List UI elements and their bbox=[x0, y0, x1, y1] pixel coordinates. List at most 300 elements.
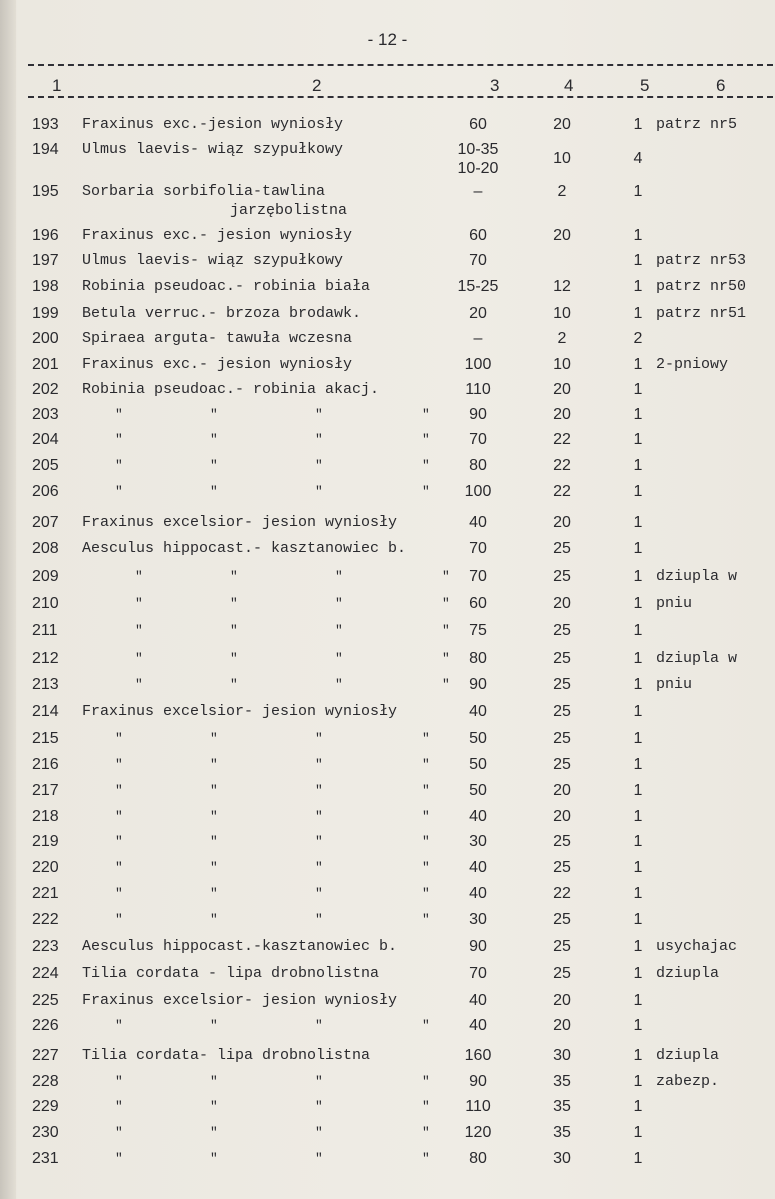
row-number: 224 bbox=[32, 965, 59, 982]
ditto-mark: " bbox=[210, 783, 218, 798]
circumference-value: 40 bbox=[469, 1017, 487, 1034]
ditto-mark: " bbox=[210, 860, 218, 875]
ditto-mark: " bbox=[210, 912, 218, 927]
row-number: 205 bbox=[32, 457, 59, 474]
ditto-mark: " bbox=[315, 886, 323, 901]
count-value: 1 bbox=[633, 381, 643, 398]
ditto-mark: " bbox=[315, 912, 323, 927]
ditto-mark: " bbox=[210, 1125, 218, 1140]
table-row bbox=[0, 227, 775, 253]
count-value: 1 bbox=[633, 938, 643, 955]
height-value: 10 bbox=[553, 356, 571, 373]
count-value: 1 bbox=[633, 483, 643, 500]
count-value: 1 bbox=[633, 911, 643, 928]
circumference-value: 40 bbox=[469, 808, 487, 825]
height-value: 20 bbox=[553, 595, 571, 612]
height-value: 22 bbox=[553, 483, 571, 500]
height-value: 25 bbox=[553, 756, 571, 773]
count-value: 1 bbox=[633, 568, 643, 585]
count-value: 1 bbox=[633, 227, 643, 244]
row-number: 198 bbox=[32, 278, 59, 295]
remarks-value: dziupla w bbox=[656, 650, 738, 667]
height-value: 20 bbox=[553, 381, 571, 398]
ditto-mark: " bbox=[315, 731, 323, 746]
circumference-value: 70 bbox=[469, 540, 487, 557]
count-value: 1 bbox=[633, 885, 643, 902]
ditto-mark: " bbox=[315, 809, 323, 824]
ditto-mark: " bbox=[315, 1018, 323, 1033]
ditto-mark: " bbox=[115, 484, 123, 499]
height-value: 30 bbox=[553, 1150, 571, 1167]
column-header-6: 6 bbox=[716, 76, 726, 95]
ditto-mark: " bbox=[115, 912, 123, 927]
count-value: 1 bbox=[633, 676, 643, 693]
ditto-mark: " bbox=[422, 886, 430, 901]
count-value: 1 bbox=[633, 1047, 643, 1064]
table-row bbox=[0, 305, 775, 331]
height-value: 25 bbox=[553, 730, 571, 747]
ditto-mark: " bbox=[115, 757, 123, 772]
ditto-mark: " bbox=[315, 432, 323, 447]
ditto-mark: " bbox=[442, 623, 450, 638]
remarks-value: patrz nr51 bbox=[656, 305, 747, 322]
ditto-mark: " bbox=[210, 1151, 218, 1166]
count-value: 1 bbox=[633, 431, 643, 448]
ditto-mark: " bbox=[135, 651, 143, 666]
table-row bbox=[0, 833, 775, 859]
height-value: 10 bbox=[553, 150, 571, 167]
ditto-mark: " bbox=[210, 757, 218, 772]
count-value: 1 bbox=[633, 457, 643, 474]
remarks-value: dziupla bbox=[656, 1047, 720, 1064]
table-row bbox=[0, 1098, 775, 1124]
ditto-mark: " bbox=[115, 809, 123, 824]
circumference-value: – bbox=[473, 330, 483, 347]
count-value: 1 bbox=[633, 703, 643, 720]
species-name: Fraxinus excelsior- jesion wyniosły bbox=[82, 514, 398, 531]
ditto-mark: " bbox=[210, 1099, 218, 1114]
row-number: 230 bbox=[32, 1124, 59, 1141]
height-value: 22 bbox=[553, 885, 571, 902]
height-value: 2 bbox=[557, 330, 567, 347]
circumference-value: 70 bbox=[469, 252, 487, 269]
row-number: 227 bbox=[32, 1047, 59, 1064]
species-name: Robinia pseudoac.- robinia akacj. bbox=[82, 381, 380, 398]
height-value: 2 bbox=[557, 183, 567, 200]
species-name: Fraxinus excelsior- jesion wyniosły bbox=[82, 703, 398, 720]
height-value: 25 bbox=[553, 676, 571, 693]
row-number: 217 bbox=[32, 782, 59, 799]
row-number: 226 bbox=[32, 1017, 59, 1034]
row-number: 197 bbox=[32, 252, 59, 269]
table-row bbox=[0, 911, 775, 937]
ditto-mark: " bbox=[315, 1074, 323, 1089]
count-value: 1 bbox=[633, 859, 643, 876]
species-name: Aesculus hippocast.- kasztanowiec b. bbox=[82, 540, 407, 557]
circumference-value: 75 bbox=[469, 622, 487, 639]
circumference-value: 70 bbox=[469, 965, 487, 982]
ditto-mark: " bbox=[315, 1151, 323, 1166]
row-number: 202 bbox=[32, 381, 59, 398]
ditto-mark: " bbox=[210, 886, 218, 901]
species-name: Spiraea arguta- tawuła wczesna bbox=[82, 330, 353, 347]
count-value: 1 bbox=[633, 1124, 643, 1141]
remarks-value: 2-pniowy bbox=[656, 356, 729, 373]
row-number: 229 bbox=[32, 1098, 59, 1115]
remarks-value: pniu bbox=[656, 595, 693, 612]
count-value: 1 bbox=[633, 782, 643, 799]
ditto-mark: " bbox=[315, 783, 323, 798]
ditto-mark: " bbox=[210, 432, 218, 447]
height-value: 35 bbox=[553, 1073, 571, 1090]
circumference-value: 50 bbox=[469, 782, 487, 799]
species-name: Tilia cordata - lipa drobnolistna bbox=[82, 965, 380, 982]
remarks-value: pniu bbox=[656, 676, 693, 693]
height-value: 25 bbox=[553, 938, 571, 955]
circumference-value: 40 bbox=[469, 514, 487, 531]
ditto-mark: " bbox=[115, 886, 123, 901]
ditto-mark: " bbox=[115, 458, 123, 473]
circumference-value: 160 bbox=[464, 1047, 492, 1064]
row-number: 218 bbox=[32, 808, 59, 825]
circumference-value: 50 bbox=[469, 730, 487, 747]
species-name: Fraxinus exc.- jesion wyniosły bbox=[82, 227, 353, 244]
ditto-mark: " bbox=[210, 407, 218, 422]
ditto-mark: " bbox=[422, 1099, 430, 1114]
ditto-mark: " bbox=[315, 757, 323, 772]
row-number: 221 bbox=[32, 885, 59, 902]
table-row bbox=[0, 992, 775, 1018]
ditto-mark: " bbox=[422, 484, 430, 499]
remarks-value: dziupla w bbox=[656, 568, 738, 585]
table-row bbox=[0, 540, 775, 566]
table-row bbox=[0, 483, 775, 509]
height-value: 25 bbox=[553, 650, 571, 667]
remarks-value: patrz nr53 bbox=[656, 252, 747, 269]
table-row bbox=[0, 356, 775, 382]
row-number: 199 bbox=[32, 305, 59, 322]
header-rule-bottom bbox=[28, 96, 773, 98]
ditto-mark: " bbox=[135, 596, 143, 611]
table-row bbox=[0, 885, 775, 911]
table-row bbox=[0, 431, 775, 457]
count-value: 1 bbox=[633, 305, 643, 322]
ditto-mark: " bbox=[115, 1018, 123, 1033]
ditto-mark: " bbox=[335, 677, 343, 692]
row-number: 216 bbox=[32, 756, 59, 773]
circumference-value: 110 bbox=[465, 381, 491, 398]
circumference-value: 70 bbox=[469, 431, 487, 448]
row-number: 213 bbox=[32, 676, 59, 693]
table-row bbox=[0, 1150, 775, 1176]
height-value: 20 bbox=[553, 227, 571, 244]
row-number: 207 bbox=[32, 514, 59, 531]
ditto-mark: " bbox=[115, 783, 123, 798]
height-value: 25 bbox=[553, 703, 571, 720]
table-row bbox=[0, 756, 775, 782]
count-value: 1 bbox=[633, 1073, 643, 1090]
ditto-mark: " bbox=[442, 677, 450, 692]
circumference-value: 80 bbox=[469, 650, 487, 667]
height-value: 35 bbox=[553, 1098, 571, 1115]
count-value: 1 bbox=[633, 595, 643, 612]
height-value: 20 bbox=[553, 1017, 571, 1034]
circumference-value: 90 bbox=[469, 1073, 487, 1090]
ditto-mark: " bbox=[422, 1125, 430, 1140]
row-number: 220 bbox=[32, 859, 59, 876]
row-number: 209 bbox=[32, 568, 59, 585]
column-header-4: 4 bbox=[564, 76, 574, 95]
ditto-mark: " bbox=[115, 407, 123, 422]
ditto-mark: " bbox=[210, 731, 218, 746]
ditto-mark: " bbox=[230, 569, 238, 584]
ditto-mark: " bbox=[335, 569, 343, 584]
height-value: 20 bbox=[553, 514, 571, 531]
count-value: 1 bbox=[633, 756, 643, 773]
table-row bbox=[0, 730, 775, 756]
height-value: 25 bbox=[553, 965, 571, 982]
count-value: 1 bbox=[633, 356, 643, 373]
table-row bbox=[0, 116, 775, 142]
circumference-value: 30 bbox=[469, 833, 487, 850]
ditto-mark: " bbox=[315, 860, 323, 875]
row-number: 222 bbox=[32, 911, 59, 928]
circumference-value: 70 bbox=[469, 568, 487, 585]
species-name: Fraxinus exc.- jesion wyniosły bbox=[82, 356, 353, 373]
row-number: 200 bbox=[32, 330, 59, 347]
circumference-value: 60 bbox=[469, 595, 487, 612]
row-number: 225 bbox=[32, 992, 59, 1009]
count-value: 1 bbox=[633, 833, 643, 850]
circumference-value-2: 10-20 bbox=[457, 160, 499, 177]
table-row bbox=[0, 381, 775, 407]
ditto-mark: " bbox=[422, 834, 430, 849]
count-value: 1 bbox=[633, 252, 643, 269]
count-value: 1 bbox=[633, 406, 643, 423]
ditto-mark: " bbox=[230, 623, 238, 638]
height-value: 20 bbox=[553, 116, 571, 133]
table-row bbox=[0, 1017, 775, 1043]
count-value: 1 bbox=[633, 622, 643, 639]
table-row bbox=[0, 965, 775, 991]
row-number: 196 bbox=[32, 227, 59, 244]
circumference-value: 110 bbox=[465, 1098, 491, 1115]
row-number: 210 bbox=[32, 595, 59, 612]
ditto-mark: " bbox=[210, 834, 218, 849]
circumference-value: 20 bbox=[469, 305, 487, 322]
count-value: 1 bbox=[633, 183, 643, 200]
circumference-value: 10-35 bbox=[457, 141, 499, 158]
ditto-mark: " bbox=[210, 484, 218, 499]
remarks-value: zabezp. bbox=[656, 1073, 720, 1090]
circumference-value: 100 bbox=[464, 356, 492, 373]
row-number: 223 bbox=[32, 938, 59, 955]
table-row bbox=[0, 859, 775, 885]
ditto-mark: " bbox=[210, 1018, 218, 1033]
ditto-mark: " bbox=[422, 783, 430, 798]
count-value: 1 bbox=[633, 730, 643, 747]
circumference-value: 40 bbox=[469, 992, 487, 1009]
circumference-value: 60 bbox=[469, 227, 487, 244]
table-row bbox=[0, 808, 775, 834]
row-number: 231 bbox=[32, 1150, 59, 1167]
table-row bbox=[0, 650, 775, 676]
circumference-value: 40 bbox=[469, 703, 487, 720]
count-value: 1 bbox=[633, 808, 643, 825]
table-row bbox=[0, 457, 775, 483]
ditto-mark: " bbox=[210, 809, 218, 824]
ditto-mark: " bbox=[335, 596, 343, 611]
circumference-value: 30 bbox=[469, 911, 487, 928]
species-name-continued: jarzębolistna bbox=[230, 202, 348, 219]
column-header-5: 5 bbox=[640, 76, 650, 95]
species-name: Betula verruc.- brzoza brodawk. bbox=[82, 305, 362, 322]
ditto-mark: " bbox=[115, 834, 123, 849]
species-name: Sorbaria sorbifolia-tawlina bbox=[82, 183, 326, 200]
row-number: 195 bbox=[32, 183, 59, 200]
table-row bbox=[0, 252, 775, 278]
height-value: 12 bbox=[553, 278, 571, 295]
row-number: 203 bbox=[32, 406, 59, 423]
row-number: 204 bbox=[32, 431, 59, 448]
table-row bbox=[0, 183, 775, 219]
table-row bbox=[0, 595, 775, 621]
count-value: 1 bbox=[633, 650, 643, 667]
height-value: 22 bbox=[553, 431, 571, 448]
ditto-mark: " bbox=[230, 596, 238, 611]
table-row bbox=[0, 330, 775, 356]
ditto-mark: " bbox=[442, 569, 450, 584]
page-number: - 12 - bbox=[367, 30, 408, 49]
table-row bbox=[0, 703, 775, 729]
remarks-value: patrz nr5 bbox=[656, 116, 738, 133]
table-row bbox=[0, 676, 775, 702]
height-value: 10 bbox=[553, 305, 571, 322]
count-value: 1 bbox=[633, 992, 643, 1009]
table-row bbox=[0, 938, 775, 964]
table-row bbox=[0, 406, 775, 432]
ditto-mark: " bbox=[315, 1125, 323, 1140]
circumference-value: 90 bbox=[469, 676, 487, 693]
table-row bbox=[0, 1047, 775, 1073]
row-number: 228 bbox=[32, 1073, 59, 1090]
species-name: Fraxinus excelsior- jesion wyniosły bbox=[82, 992, 398, 1009]
ditto-mark: " bbox=[115, 432, 123, 447]
table-row bbox=[0, 514, 775, 540]
ditto-mark: " bbox=[422, 860, 430, 875]
circumference-value: 90 bbox=[469, 938, 487, 955]
ditto-mark: " bbox=[315, 1099, 323, 1114]
height-value: 20 bbox=[553, 782, 571, 799]
count-value: 1 bbox=[633, 540, 643, 557]
ditto-mark: " bbox=[135, 677, 143, 692]
table-row bbox=[0, 278, 775, 304]
table-row bbox=[0, 568, 775, 594]
ditto-mark: " bbox=[135, 569, 143, 584]
ditto-mark: " bbox=[315, 407, 323, 422]
table-row bbox=[0, 141, 775, 177]
ditto-mark: " bbox=[230, 651, 238, 666]
ditto-mark: " bbox=[210, 1074, 218, 1089]
row-number: 212 bbox=[32, 650, 59, 667]
circumference-value: 60 bbox=[469, 116, 487, 133]
ditto-mark: " bbox=[230, 677, 238, 692]
height-value: 25 bbox=[553, 622, 571, 639]
species-name: Ulmus laevis- wiąz szypułkowy bbox=[82, 141, 344, 158]
count-value: 1 bbox=[633, 514, 643, 531]
row-number: 215 bbox=[32, 730, 59, 747]
ditto-mark: " bbox=[315, 484, 323, 499]
ditto-mark: " bbox=[335, 651, 343, 666]
row-number: 211 bbox=[32, 622, 58, 639]
ditto-mark: " bbox=[442, 596, 450, 611]
circumference-value: 80 bbox=[469, 457, 487, 474]
count-value: 1 bbox=[633, 965, 643, 982]
column-header-2: 2 bbox=[312, 76, 322, 95]
species-name: Fraxinus exc.-jesion wyniosły bbox=[82, 116, 344, 133]
row-number: 214 bbox=[32, 703, 59, 720]
ditto-mark: " bbox=[422, 912, 430, 927]
ditto-mark: " bbox=[210, 458, 218, 473]
height-value: 25 bbox=[553, 833, 571, 850]
table-row bbox=[0, 622, 775, 648]
row-number: 208 bbox=[32, 540, 59, 557]
ditto-mark: " bbox=[115, 731, 123, 746]
circumference-value: 90 bbox=[469, 406, 487, 423]
ditto-mark: " bbox=[315, 458, 323, 473]
height-value: 25 bbox=[553, 568, 571, 585]
species-name: Robinia pseudoac.- robinia biała bbox=[82, 278, 371, 295]
species-name: Ulmus laevis- wiąz szypułkowy bbox=[82, 252, 344, 269]
ditto-mark: " bbox=[115, 1074, 123, 1089]
ditto-mark: " bbox=[422, 1151, 430, 1166]
table-row bbox=[0, 1124, 775, 1150]
ditto-mark: " bbox=[422, 731, 430, 746]
remarks-value: usychajac bbox=[656, 938, 738, 955]
row-number: 206 bbox=[32, 483, 59, 500]
table-row bbox=[0, 782, 775, 808]
circumference-value: 15-25 bbox=[457, 278, 499, 295]
ditto-mark: " bbox=[115, 1125, 123, 1140]
circumference-value: 40 bbox=[469, 885, 487, 902]
ditto-mark: " bbox=[422, 809, 430, 824]
ditto-mark: " bbox=[442, 651, 450, 666]
count-value: 1 bbox=[633, 1098, 643, 1115]
height-value: 22 bbox=[553, 457, 571, 474]
height-value: 25 bbox=[553, 859, 571, 876]
height-value: 25 bbox=[553, 911, 571, 928]
circumference-value: 120 bbox=[464, 1124, 492, 1141]
row-number: 194 bbox=[32, 141, 59, 158]
ditto-mark: " bbox=[422, 1018, 430, 1033]
count-value: 2 bbox=[633, 330, 643, 347]
row-number: 193 bbox=[32, 116, 59, 133]
ditto-mark: " bbox=[115, 1099, 123, 1114]
ditto-mark: " bbox=[115, 1151, 123, 1166]
count-value: 1 bbox=[633, 278, 643, 295]
count-value: 4 bbox=[633, 150, 643, 167]
height-value: 30 bbox=[553, 1047, 571, 1064]
height-value: 35 bbox=[553, 1124, 571, 1141]
height-value: 25 bbox=[553, 540, 571, 557]
count-value: 1 bbox=[633, 1150, 643, 1167]
header-rule-top bbox=[28, 64, 773, 66]
ditto-mark: " bbox=[422, 757, 430, 772]
circumference-value: 80 bbox=[469, 1150, 487, 1167]
remarks-value: dziupla bbox=[656, 965, 720, 982]
count-value: 1 bbox=[633, 1017, 643, 1034]
ditto-mark: " bbox=[115, 860, 123, 875]
